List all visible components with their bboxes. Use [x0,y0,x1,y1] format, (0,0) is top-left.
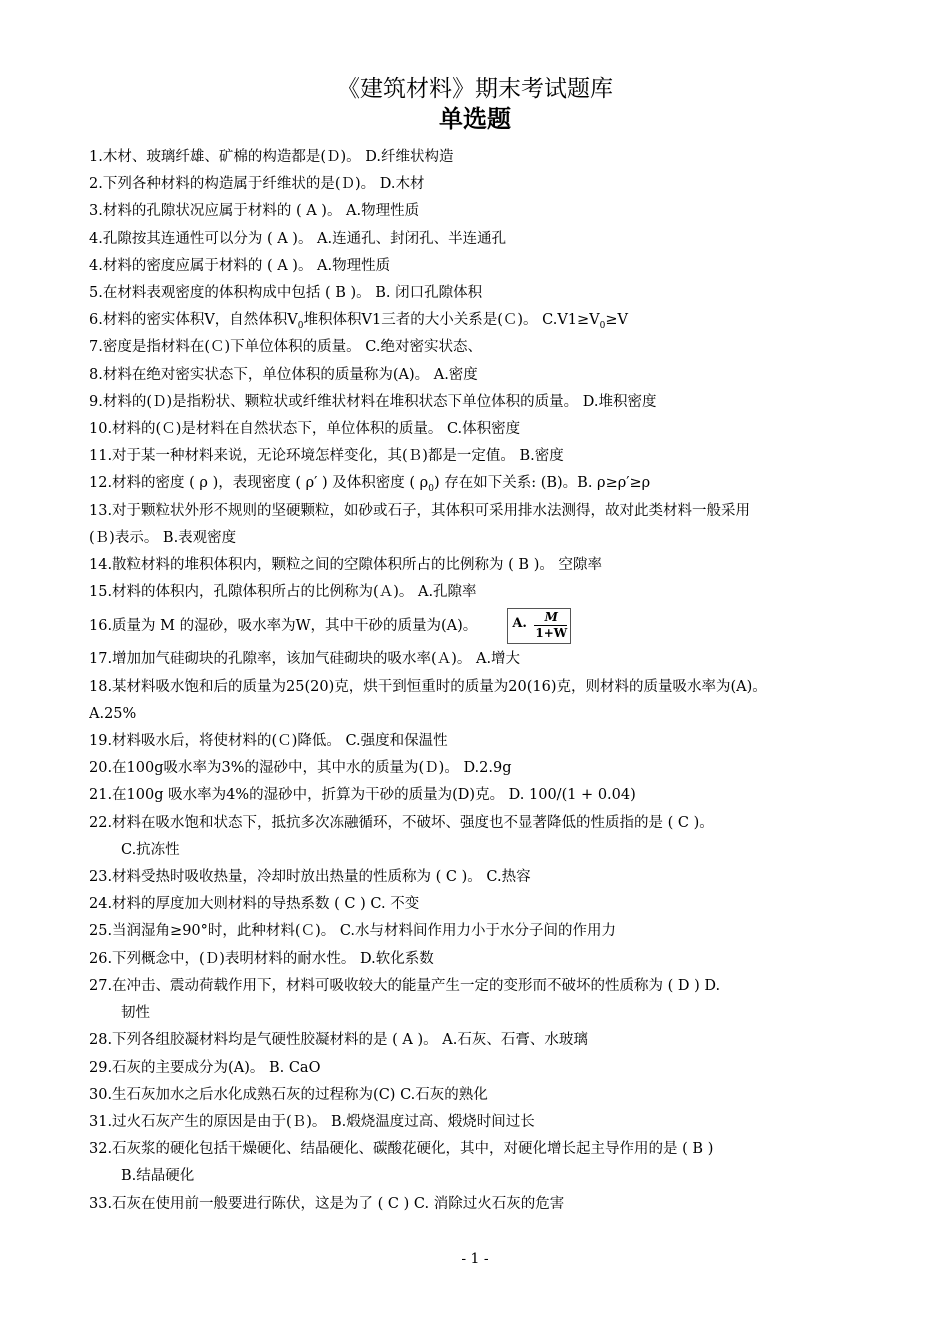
formula-numerator: M [544,610,558,625]
question-text: 18.某材料吸水饱和后的质量为25(20)克，烘干到恒重时的质量为20(16)克，则材料的质量吸水率为(A)。 [89,678,767,695]
question-item: 21.在100g 吸水率为4%的湿砂中，折算为干砂的质量为(D)克。 D. 100/(1 + 0.04) [89,787,636,804]
question-item: 17.增加加气硅砌块的孔隙率，该加气硅砌块的吸水率(Ａ)。 A.增大 [89,651,521,668]
question-item: 30.生石灰加水之后水化成熟石灰的过程称为(C) C.石灰的熟化 [89,1086,488,1103]
question-item: 15.材料的体积内，孔隙体积所占的比例称为(Ａ)。 A.孔隙率 [89,584,477,601]
question-item [89,307,869,334]
question-item: 4.孔隙按其连通性可以分为 ( A )。 A.连通孔、封闭孔、半连通孔 [89,230,507,247]
formula-denominator: 1+W [535,626,568,641]
question-item: 25.当润湿角≥90°时，此种材料(Ｃ)。 C.水与材料间作用力小于水分子间的作用力 [89,923,617,940]
question-item [89,810,869,864]
question-item [89,674,869,728]
question-item [89,498,869,552]
question-item: 2.下列各种材料的构造属于纤维状的是(Ｄ)。 D.木材 [89,176,425,193]
question-text-continued: A.25% [89,705,137,722]
question-item: 31.过火石灰产生的原因是由于(Ｂ)。 B.煅烧温度过高、煅烧时间过长 [89,1113,535,1130]
question-text-continued: 韧性 [121,1005,150,1022]
question-item: 23.材料受热时吸收热量，冷却时放出热量的性质称为 ( C )。 C.热容 [89,869,531,886]
page-number: - 1 - [461,1251,489,1267]
question-text: 27.在冲击、震动荷载作用下，材料可吸收较大的能量产生一定的变形而不破坏的性质称为 ( D ) D. [89,977,721,994]
question-item [89,470,869,497]
question-text: 堆积体积V1三者的大小关系是(Ｃ)。 C.V1≥V [303,312,600,329]
question-text: 16.质量为 M 的湿砂，吸水率为W，其中干砂的质量为(A)。 [89,618,478,635]
question-item: 28.下列各组胶凝材料均是气硬性胶凝材料的是 ( A )。 A.石灰、石膏、水玻璃 [89,1032,588,1049]
question-item: 26.下列概念中，(Ｄ)表明材料的耐水性。 D.软化系数 [89,950,434,967]
question-text: 6.材料的密实体积V，自然体积V [89,312,298,329]
question-item: 5.在材料表观密度的体积构成中包括 ( B )。 B. 闭口孔隙体积 [89,285,483,302]
question-item: 33.石灰在使用前一般要进行陈伏，这是为了 ( C ) C. 消除过火石灰的危害 [89,1195,565,1212]
question-text-continued: (Ｂ)表示。 B.表观密度 [89,529,237,546]
question-item: 10.材料的(Ｃ)是材料在自然状态下，单位体积的质量。 C.体积密度 [89,421,521,438]
question-text: 32.石灰浆的硬化包括干燥硬化、结晶硬化、碳酸花硬化，其中，对硬化增长起主导作用的是 ( B ) [89,1141,714,1158]
subscript: 0 [297,321,304,332]
question-item: 14.散粒材料的堆积体积内，颗粒之间的空隙体积所占的比例称为 ( B )。 空隙率 [89,557,602,574]
question-item: 19.材料吸水后，将使材料的(Ｃ)降低。 C.强度和保温性 [89,733,448,750]
question-text: ≥V [605,312,628,329]
subscript: 0 [599,321,606,332]
question-text-continued: B.结晶硬化 [121,1168,195,1185]
question-text: ) 存在如下关系: (B)。B. ρ≥ρ′≥ρ [433,475,651,492]
question-item: 8.材料在绝对密实状态下，单位体积的质量称为(A)。 A.密度 [89,366,478,383]
question-text: 12.材料的密度 ( ρ )，表现密度 ( ρ′ ) 及体积密度 ( ρ [89,475,429,492]
question-text: 13.对于颗粒状外形不规则的坚硬颗粒，如砂或石子，其体积可采用排水法测得，故对此类材料一般采用 [89,502,751,519]
question-item: 4.材料的密度应属于材料的 ( A )。 A.物理性质 [89,257,391,274]
question-item [89,973,869,1027]
question-item: 9.材料的(Ｄ)是指粉状、颗粒状或纤维状材料在堆积状态下单位体积的质量。 D.堆积密度 [89,393,657,410]
question-item [89,1136,869,1190]
formula-label: A. [512,616,527,632]
question-item: 3.材料的孔隙状况应属于材料的 ( A )。 A.物理性质 [89,203,420,220]
question-item: 11.对于某一种材料来说，无论环境怎样变化，其(Ｂ)都是一定值。 B.密度 [89,448,564,465]
question-item [89,606,869,646]
document-title: 《建筑材料》期末考试题库 [337,76,613,102]
question-text: 22.材料在吸水饱和状态下，抵抗多次冻融循环，不破坏、强度也不显著降低的性质指的是 ( C )。 [89,814,714,831]
question-item: 1.木材、玻璃纤雄、矿棉的构造都是(Ｄ)。 D.纤维状构造 [89,149,454,165]
question-item: 24.材料的厚度加大则材料的导热系数 ( C ) C. 不变 [89,896,420,913]
question-list [89,144,869,1218]
subscript: 0 [428,484,434,495]
formula-image [507,608,571,644]
question-item: 7.密度是指材料在(Ｃ)下单位体积的质量。 C.绝对密实状态、 [89,339,482,356]
section-heading: 单选题 [439,105,511,133]
question-text-continued: C.抗冻性 [121,841,180,858]
question-item: 29.石灰的主要成分为(A)。 B. CaO [89,1059,321,1076]
question-item: 20.在100g吸水率为3%的湿砂中，其中水的质量为(Ｄ)。 D.2.9g [89,760,512,777]
